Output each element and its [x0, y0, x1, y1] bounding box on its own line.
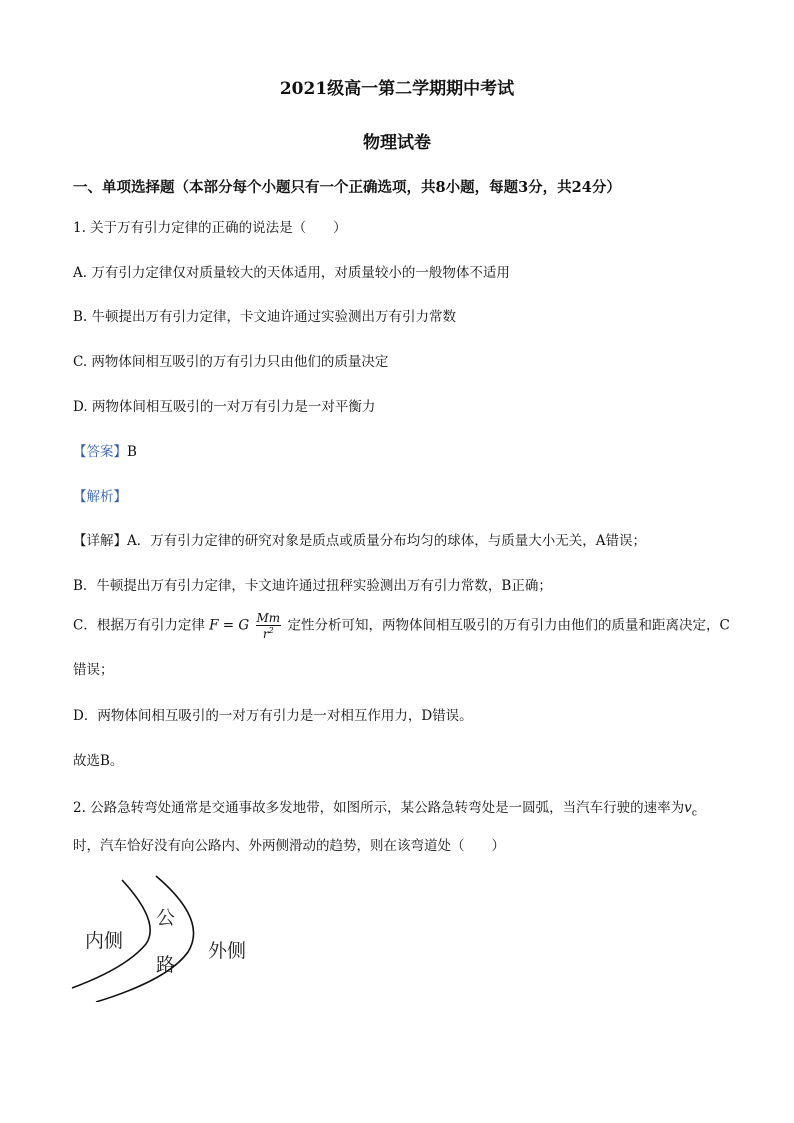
question-2-stem-line-1: [73, 796, 697, 819]
speed-variable: v: [684, 800, 692, 816]
formula-denominator: [256, 626, 282, 640]
detail-c-row: [73, 612, 730, 640]
question-1-option-b: B. 牛顿提出万有引力定律，卡文迪许通过实验测出万有引力常数: [73, 309, 457, 325]
question-1-stem: 1. 关于万有引力定律的正确的说法是（ ）: [73, 220, 347, 236]
detail-c-continuation: 错误；: [73, 662, 114, 678]
question-2-stem-line-2: 时，汽车恰好没有向公路内、外两侧滑动的趋势，则在该弯道处（ ）: [73, 838, 505, 854]
inner-side-label: 内侧: [85, 930, 124, 952]
answer-row: [73, 440, 137, 460]
question-2-stem-text: 2. 公路急转弯处通常是交通事故多发地带，如图所示，某公路急转弯处是一圆弧，当汽车行驶的速率为: [73, 800, 685, 816]
detail-b-text: B．牛顿提出万有引力定律，卡文迪许通过扭秤实验测出万有引力常数，B正确；: [73, 578, 552, 594]
question-1-option-c: C. 两物体间相互吸引的万有引力只由他们的质量决定: [73, 354, 389, 370]
formula-g: G: [238, 617, 250, 634]
answer-value: B: [127, 444, 137, 460]
road-label-char-1: 公: [156, 907, 176, 929]
question-1-option-a: A. 万有引力定律仅对质量较大的天体适用，对质量较小的一般物体不适用: [73, 265, 510, 281]
speed-subscript: c: [691, 808, 697, 819]
outer-side-label: 外侧: [208, 940, 247, 962]
formula-numerator: Mm: [256, 611, 281, 625]
section-heading: 一、单项选择题（本部分每个小题只有一个正确选项，共8小题，每题3分，共24分）: [73, 179, 621, 196]
question-1-option-d: D. 两物体间相互吸引的一对万有引力是一对平衡力: [73, 399, 376, 415]
detail-label: 【详解】: [73, 533, 127, 549]
road-curve-figure: [66, 872, 286, 1002]
formula-eq: =: [218, 617, 239, 634]
answer-label: 【答案】: [73, 444, 127, 460]
formula-exponent: 2: [268, 626, 274, 635]
detail-c-post: 定性分析可知，两物体间相互吸引的万有引力由他们的质量和距离决定，C: [287, 617, 730, 634]
analysis-label: 【解析】: [73, 489, 127, 505]
exam-subtitle: 物理试卷: [363, 133, 431, 153]
formula-denominator-base: r: [262, 627, 269, 641]
detail-a-row: [73, 529, 646, 549]
formula-lhs: F: [209, 617, 219, 634]
exam-title: 2021级高一第二学期期中考试: [279, 79, 515, 99]
detail-d-text: D．两物体间相互吸引的一对万有引力是一对相互作用力，D错误。: [73, 708, 473, 724]
detail-a-text: A．万有引力定律的研究对象是质点或质量分布均匀的球体，与质量大小无关，A错误；: [127, 533, 646, 549]
conclusion-text: 故选B。: [73, 753, 124, 769]
detail-c-pre: C．根据万有引力定律: [73, 617, 205, 634]
road-label-char-2: 路: [156, 954, 176, 976]
formula-fraction: [256, 612, 282, 640]
